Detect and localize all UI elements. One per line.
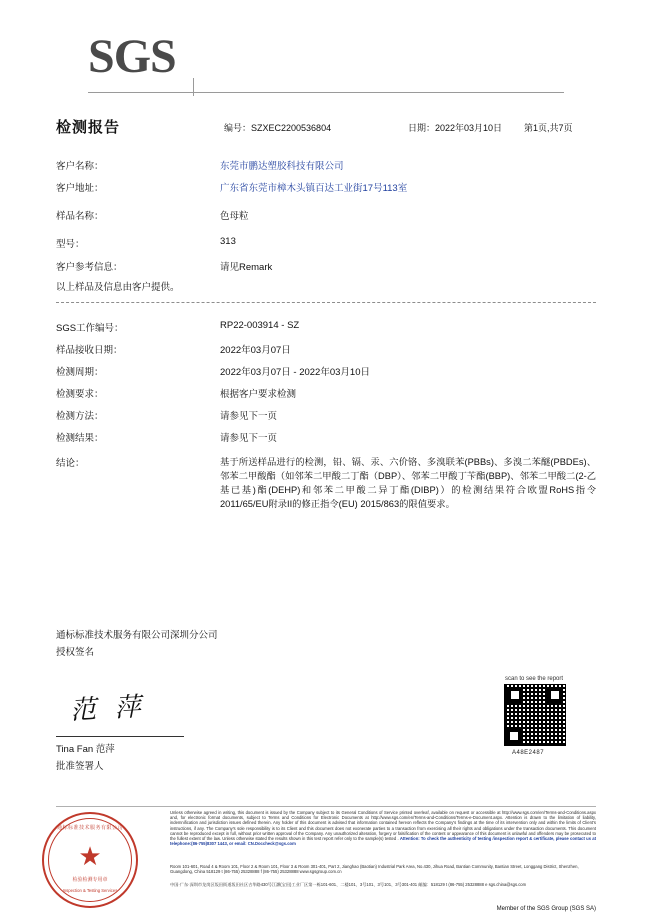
- report-number: [224, 121, 331, 134]
- test-period-label: 检测周期：: [56, 367, 104, 378]
- sample-note: 以上样品及信息由客户提供。: [56, 282, 180, 293]
- received-date-value: 2022年03月07日: [220, 345, 291, 356]
- sgs-logo: [88, 32, 198, 84]
- client-name-label: 客户名称：: [56, 161, 104, 172]
- stamp-top-text: 通标标准技术服务有限公司: [56, 825, 123, 831]
- client-name-value: 东莞市鹏达塑胶科技有限公司: [220, 161, 344, 172]
- footer-address-en: Room 101-601, Road 4 & Room 101, Floor 2 & Room 101, Floor 3 & Room 301-401, Part 2, Jianghao (Baotian) Industrial Park Area, No.430, Jihua Road, Bantian Community, Bantian Street, Longgang District, Shenzhen, Guangdong, China 518129 t (86-755) 25328888 f (86-755) 25328888 www.sgsgroup.com.cn: [170, 864, 579, 875]
- header-rule-tick: [193, 78, 194, 96]
- client-ref-label: 客户参考信息：: [56, 262, 123, 273]
- test-period-value: 2022年03月07日 - 2022年03月10日: [220, 367, 370, 378]
- test-method-label: 检测方法：: [56, 411, 104, 422]
- report-number-label: 编号：: [224, 123, 252, 133]
- section-divider: [56, 302, 596, 303]
- test-result-value: 请参见下一页: [220, 433, 278, 444]
- signing-company: 通标标准技术服务有限公司深圳分公司: [56, 630, 218, 641]
- report-date-label: 日期：: [408, 123, 436, 133]
- footer-member-text: Member of the SGS Group (SGS SA): [496, 906, 596, 912]
- header-rule: [88, 92, 564, 93]
- client-ref-value: 请见Remark: [220, 262, 273, 273]
- sgs-logo-text: SGS: [88, 30, 176, 83]
- signer-role: 批准签署人: [56, 761, 104, 772]
- signer-name: Tina Fan 范萍: [56, 744, 115, 755]
- page-count: 第1页,共7页: [524, 123, 573, 133]
- footer-divider: [56, 806, 596, 807]
- qr-corner-marker: [506, 728, 522, 744]
- sample-name-label: 样品名称：: [56, 211, 104, 222]
- sample-name-value: 色母粒: [220, 211, 249, 222]
- report-date-value: 2022年03月10日: [435, 123, 503, 133]
- legal-attention: Attention: To check the authenticity of testing /inspection report & certificate, please contact us at telephone:(86-755)8307 1443, or email: CN.Doccheck@sgs.com: [170, 836, 597, 847]
- job-no-label: SGS工作编号：: [56, 323, 124, 334]
- sample-model-label: 型号：: [56, 239, 85, 250]
- stamp-mid-text: 检验检测专用章: [72, 877, 108, 883]
- test-requirement-value: 根据客户要求检测: [220, 389, 297, 400]
- signature-line: [56, 736, 184, 737]
- sample-model-value: 313: [220, 236, 236, 247]
- page-title: 检测报告: [56, 119, 121, 136]
- test-result-label: 检测结果：: [56, 433, 104, 444]
- legal-body: Unless otherwise agreed in writing, this document is issued by the Company subject to its General Conditions of Service printed overleaf, available on request or accessible at http://www.sgs.com/en/Terms-and-Conditions.aspx and, for electronic format documents, subject to Terms and Conditions for Electronic Documents at http://www.sgs.com/en/Terms-and-Conditions/Terms-e-Document.aspx. Attention is drawn to the limitation of liability, indemnification and jurisdiction issues defined therein. Any holder of this document is advised that information contained hereon reflects the Company's findings at the time of its intervention only and within the limits of Client's instructions, if any. The Company's sole responsibility is to its Client and this document does not exonerate parties to a transaction from exercising all their rights and obligations under the transaction documents. This document cannot be reproduced except in full, without prior written approval of the Company. Any unauthorized alteration, forgery or falsification of the content or appearance of this document is unlawful and offenders may be prosecuted to the fullest extent of the law. Unless otherwise stated the results shown in this test report refer only to the sample(s) tested .: [170, 810, 596, 842]
- conclusion-text: 基于所送样品进行的检测，铅、镉、汞、六价铬、多溴联苯(PBBs)、多溴二苯醚(PBDEs)、邻苯二甲酸酯（如邻苯二甲酸二丁酯（DBP）、邻苯二甲酸丁苄酯(BBP)、邻苯二甲酸二(2-乙基已基)酯(DEHP)和邻苯二甲酸二异丁酯(DIBP)）的检测结果符合欧盟RoHS指令2011/65/EU附录II的修正指令(EU) 2015/863的限值要求。: [220, 457, 597, 509]
- stamp-bottom-text: Inspection & Testing Services: [62, 888, 118, 893]
- received-date-label: 样品接收日期：: [56, 345, 123, 356]
- official-stamp: [42, 812, 138, 908]
- qr-code-label: A48E2487: [512, 750, 545, 756]
- handwritten-signature: 范 萍: [69, 692, 148, 725]
- job-no-value: RP22-003914 - SZ: [220, 320, 300, 331]
- report-number-value: SZXEC2200536804: [251, 123, 332, 133]
- star-icon: ★: [78, 841, 102, 872]
- authorized-signature-label: 授权签名: [56, 647, 95, 658]
- client-address-label: 客户地址：: [56, 183, 104, 194]
- test-requirement-label: 检测要求：: [56, 389, 104, 400]
- legal-disclaimer: [170, 810, 596, 846]
- client-address-value: 广东省东莞市樟木头镇百达工业街17号113室: [220, 183, 408, 194]
- test-method-value: 请参见下一页: [220, 411, 278, 422]
- qr-caption: scan to see the report: [505, 676, 564, 682]
- footer-address-cn: 中国·广东·深圳市龙岗区坂田街道坂田社区吉华路430号江灏(宝田)工业厂区第一栋101-601、二楼101、3号101、3号101、3号301-401 邮编：518129 t (86-755) 25328888 e sgs.china@sgs.com: [170, 882, 527, 887]
- report-date: [408, 121, 502, 134]
- conclusion-label: 结论：: [56, 458, 85, 469]
